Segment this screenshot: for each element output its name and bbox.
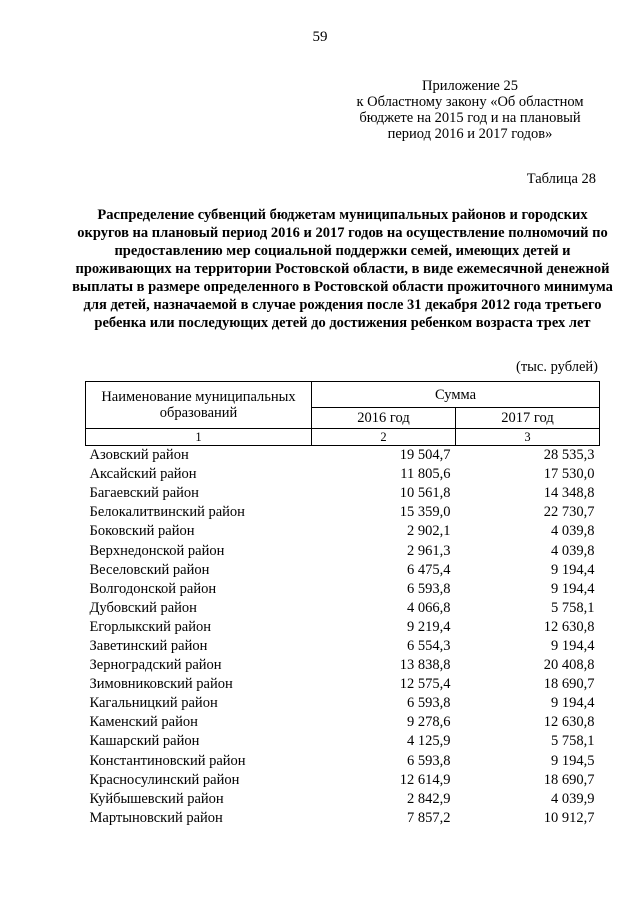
amount-2016-cell: 9 278,6: [407, 714, 451, 731]
table-row: [86, 675, 600, 694]
amount-2016-cell: 9 219,4: [407, 618, 451, 635]
amount-2017-cell: 9 194,4: [551, 561, 595, 578]
appendix-line-1: Приложение 25: [422, 78, 518, 94]
table-row: [86, 599, 600, 618]
amount-2016-cell: 2 902,1: [407, 523, 451, 540]
amount-2017-cell: 9 194,4: [551, 637, 595, 654]
amount-2017-cell: 9 194,4: [551, 695, 595, 712]
municipality-name-cell: Зимовниковский район: [89, 676, 233, 693]
amount-2017-cell: 9 194,4: [551, 580, 595, 597]
amount-2017-cell: 10 912,7: [543, 809, 595, 826]
municipality-name-cell: Кагальницкий район: [89, 695, 218, 712]
amount-2017-cell: 5 758,1: [551, 733, 595, 750]
amount-2016-cell: 6 593,8: [407, 580, 451, 597]
table-row: [86, 809, 600, 828]
table-row: [86, 484, 600, 503]
amount-2016-cell: 13 838,8: [399, 657, 451, 674]
amount-2016-cell: 15 359,0: [399, 504, 451, 521]
amount-2016-cell: 6 554,3: [407, 637, 451, 654]
municipality-name-cell: Каменский район: [89, 714, 198, 731]
amount-2016-cell: 7 857,2: [407, 809, 451, 826]
amount-2016-cell: 6 593,8: [407, 752, 451, 769]
amount-2016-cell: 6 475,4: [407, 561, 451, 578]
municipality-name-cell: Азовский район: [89, 447, 189, 464]
column-number-2: 2: [312, 429, 456, 446]
column-number-3: 3: [456, 429, 600, 446]
amount-2017-cell: 12 630,8: [543, 618, 595, 635]
municipality-name-cell: Верхнедонской район: [89, 542, 225, 559]
amount-2017-cell: 5 758,1: [551, 599, 595, 616]
municipality-name-cell: Аксайский район: [89, 466, 197, 483]
table-row: [86, 618, 600, 637]
appendix-line-2: к Областному закону «Об областном: [356, 94, 584, 110]
municipality-name-cell: Красносулинский район: [89, 771, 240, 788]
table-row: [86, 694, 600, 713]
appendix-line-3: бюджете на 2015 год и на плановый: [359, 110, 581, 126]
header-2017: 2017 год: [456, 408, 600, 429]
table-body: [86, 446, 600, 828]
table-row: [86, 637, 600, 656]
amount-2016-cell: 2 842,9: [407, 790, 451, 807]
subvention-table: [85, 381, 600, 828]
table-row: [86, 771, 600, 790]
municipality-name-cell: Зерноградский район: [89, 657, 222, 674]
header-municipality: Наименование муниципальных образований: [86, 382, 312, 429]
table-row: [86, 503, 600, 522]
appendix-line-4: период 2016 и 2017 годов»: [387, 126, 553, 142]
municipality-name-cell: Куйбышевский район: [89, 790, 224, 807]
table-row: [86, 522, 600, 541]
table-row: [86, 732, 600, 751]
table-row: [86, 580, 600, 599]
municipality-name-cell: Боковский район: [89, 523, 195, 540]
table-label: Таблица 28: [526, 171, 596, 187]
amount-2016-cell: 12 614,9: [399, 771, 451, 788]
table-row: [86, 790, 600, 809]
municipality-name-cell: Волгодонской район: [89, 580, 217, 597]
table-row: [86, 541, 600, 560]
table-row: [86, 465, 600, 484]
table-row: [86, 561, 600, 580]
amount-2016-cell: 4 066,8: [407, 599, 451, 616]
amount-2016-cell: 11 805,6: [400, 466, 451, 483]
table-row: [86, 446, 600, 466]
amount-2017-cell: 14 348,8: [543, 485, 595, 502]
amount-2016-cell: 4 125,9: [407, 733, 451, 750]
amount-2017-cell: 18 690,7: [543, 676, 595, 693]
header-sum: Сумма: [312, 382, 600, 408]
units-label: (тыс. рублей): [516, 359, 598, 375]
municipality-name-cell: Багаевский район: [89, 485, 199, 502]
municipality-name-cell: Егорлыкский район: [89, 618, 211, 635]
municipality-name-cell: Кашарский район: [89, 733, 200, 750]
appendix-reference: [340, 78, 600, 142]
header-2016: 2016 год: [312, 408, 456, 429]
municipality-name-cell: Белокалитвинский район: [89, 504, 245, 521]
amount-2017-cell: 12 630,8: [543, 714, 595, 731]
table-row: [86, 656, 600, 675]
amount-2016-cell: 10 561,8: [399, 485, 451, 502]
amount-2016-cell: 12 575,4: [399, 676, 451, 693]
amount-2017-cell: 4 039,8: [551, 542, 595, 559]
column-number-1: 1: [86, 429, 312, 446]
page-number: 59: [312, 29, 328, 45]
document-title: Распределение субвенций бюджетам муниципальных районов и городских округов на плановый период 2016 и 2017 годов на осуществление полномочий по предоставлению мер социальной поддержки семей, имеющих детей и проживающих на территории Ростовской области, в виде ежемесячной денежной выплаты в размере определенного в Ростовской области прожиточного минимума для детей, назначаемой в случае рождения после 31 декабря 2012 года третьего ребенка или последующих детей до достижения ребенком возраста трех лет: [72, 207, 613, 331]
amount-2017-cell: 18 690,7: [543, 771, 595, 788]
table-row: [86, 713, 600, 732]
amount-2017-cell: 17 530,0: [543, 466, 595, 483]
amount-2017-cell: 22 730,7: [543, 504, 595, 521]
municipality-name-cell: Мартыновский район: [89, 809, 223, 826]
municipality-name-cell: Заветинский район: [89, 637, 208, 654]
table-row: [86, 752, 600, 771]
amount-2016-cell: 2 961,3: [407, 542, 451, 559]
amount-2016-cell: 19 504,7: [399, 447, 451, 464]
municipality-name-cell: Веселовский район: [89, 561, 210, 578]
amount-2017-cell: 9 194,5: [551, 752, 595, 769]
amount-2017-cell: 4 039,9: [551, 790, 595, 807]
amount-2017-cell: 4 039,8: [551, 523, 595, 540]
amount-2017-cell: 28 535,3: [543, 447, 595, 464]
amount-2017-cell: 20 408,8: [543, 657, 595, 674]
municipality-name-cell: Дубовский район: [89, 599, 197, 616]
amount-2016-cell: 6 593,8: [407, 695, 451, 712]
municipality-name-cell: Константиновский район: [89, 752, 246, 769]
